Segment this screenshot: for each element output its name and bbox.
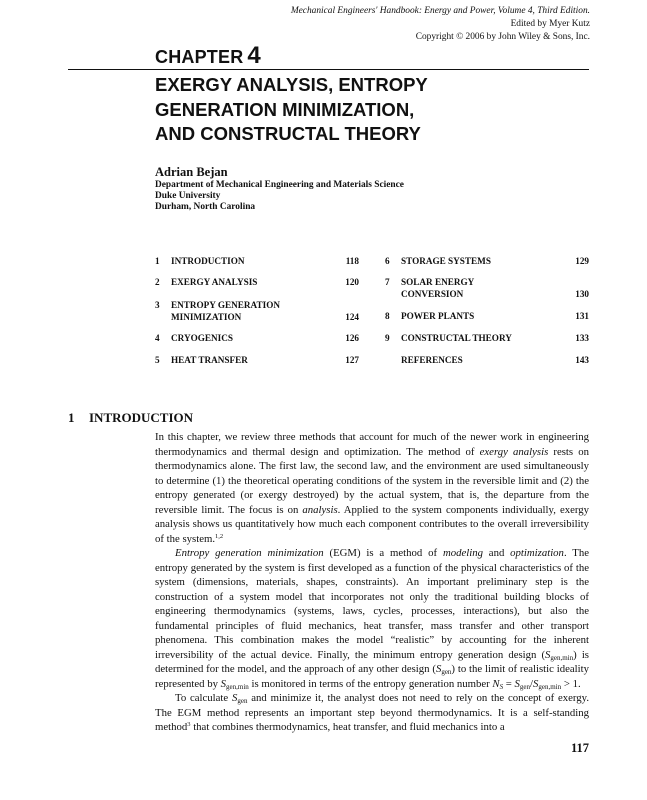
chapter-number: 4 [247,42,261,69]
chapter-title-line: GENERATION MINIMIZATION, [155,98,415,120]
toc-number: 6 [385,256,390,266]
toc-title: REFERENCES [401,355,463,365]
author-affiliation: Durham, North Carolina [155,202,256,213]
toc-page: 127 [345,355,359,365]
editor-line: Edited by Myer Kutz [510,19,590,29]
paragraph: In this chapter, we review three methods that account for much of the newer work in engineering thermodynamics and thermal design and optimization. The method of exergy analysis rests on thermodynamics alone. The first law, the second law, and the environment are used simultaneously to determine (1) the theoretical operating conditions of the system in the reversible limit and (2) the entropy generated (or exergy destroyed) by the actual system, that is, the departure from the reversible limit. The focus is on analysis. Applied to the system components individually, exergy analysis shows us quantitatively how much each component contributes to the overall irreversibility of the system.$^{1,2}$ [155,431,589,545]
toc-title: STORAGE SYSTEMS [401,256,491,266]
toc-page: 126 [345,333,359,343]
copyright-line: Copyright © 2006 by John Wiley & Sons, Inc. [415,32,590,42]
toc-number: 4 [155,333,160,343]
chapter-title-line: EXERGY ANALYSIS, ENTROPY [155,74,428,95]
toc-page: 129 [575,256,589,266]
author-affiliation: Duke University [155,191,221,202]
toc-title: HEAT TRANSFER [171,355,248,365]
body-text [155,430,589,735]
section-number: 1 [68,410,75,425]
toc-title: SOLAR ENERGY CONVERSION [401,277,475,299]
toc-title: ENTROPY GENERATION MINIMIZATION [171,300,280,322]
author-name: Adrian Bejan [155,165,228,179]
chapter-word: CHAPTER [155,47,244,67]
author-block [155,164,404,214]
book-title-line: Mechanical Engineers' Handbook: Energy and Power, Volume 4, Third Edition. [290,6,590,16]
paragraph: To calculate $S_{gen}$ and minimize it, the analyst does not need to rely on the concept of exergy. The EGM method represents an important step beyond thermodynamics. It is a self-standing method$^3$ that combines thermodynamics, heat transfer, and fluid mechanics into a [155,692,590,733]
toc-number: 5 [155,355,160,365]
toc-page: 130 [575,288,589,299]
toc-page: 133 [575,333,589,343]
toc-page: 118 [345,256,359,266]
section-title: INTRODUCTION [89,410,194,425]
toc-title: INTRODUCTION [171,256,245,266]
toc-number: 9 [385,333,390,343]
paragraph: Entropy generation minimization (EGM) is a method of modeling and optimization. The entropy generated by the system is first developed as a function of the physical characteristics of the system (dimensions, materials, shapes, constraints). An important preliminary step is the construction of a system model that incorporates not only the traditional building blocks of engineering thermodynamics (systems, laws, cycles, processes, interactions), but also the fundamental principles of fluid mechanics, heat transfer, mass transfer and other transport phenomena. This combination makes the model “realistic” by accounting for the inherent irreversibility of the actual device. Finally, the minimum entropy generation design $(S_{gen,min})$ is determined for the model, and the approach of any other design $(S_{gen})$ to the limit of realistic ideality represented by $S_{gen,min}$ is monitored in terms of the entropy generation number $N_S = S_{gen}/S_{gen,min} > 1$. [155,547,589,691]
toc-number: 1 [155,256,160,266]
running-header [291,5,590,44]
toc-title: CONSTRUCTAL THEORY [401,333,512,343]
toc-page: 124 [345,311,359,322]
toc-page: 120 [345,277,359,287]
chapter-rule [68,69,589,70]
toc-number: 7 [385,277,390,287]
author-affiliation: Department of Mechanical Engineering and Materials Science [155,180,404,190]
toc-page: 131 [575,311,589,321]
toc-title: CRYOGENICS [171,333,233,343]
page-number: 117 [570,741,589,755]
toc-title: POWER PLANTS [401,311,475,321]
toc-number: 2 [155,277,160,287]
chapter-label [155,42,261,70]
toc-page: 143 [575,355,589,365]
chapter-title-line: AND CONSTRUCTAL THEORY [155,123,421,144]
toc-number: 3 [155,300,160,310]
toc-title: EXERGY ANALYSIS [171,277,258,287]
toc-number: 8 [385,311,390,321]
chapter-title [155,73,428,147]
section-heading [68,410,193,426]
